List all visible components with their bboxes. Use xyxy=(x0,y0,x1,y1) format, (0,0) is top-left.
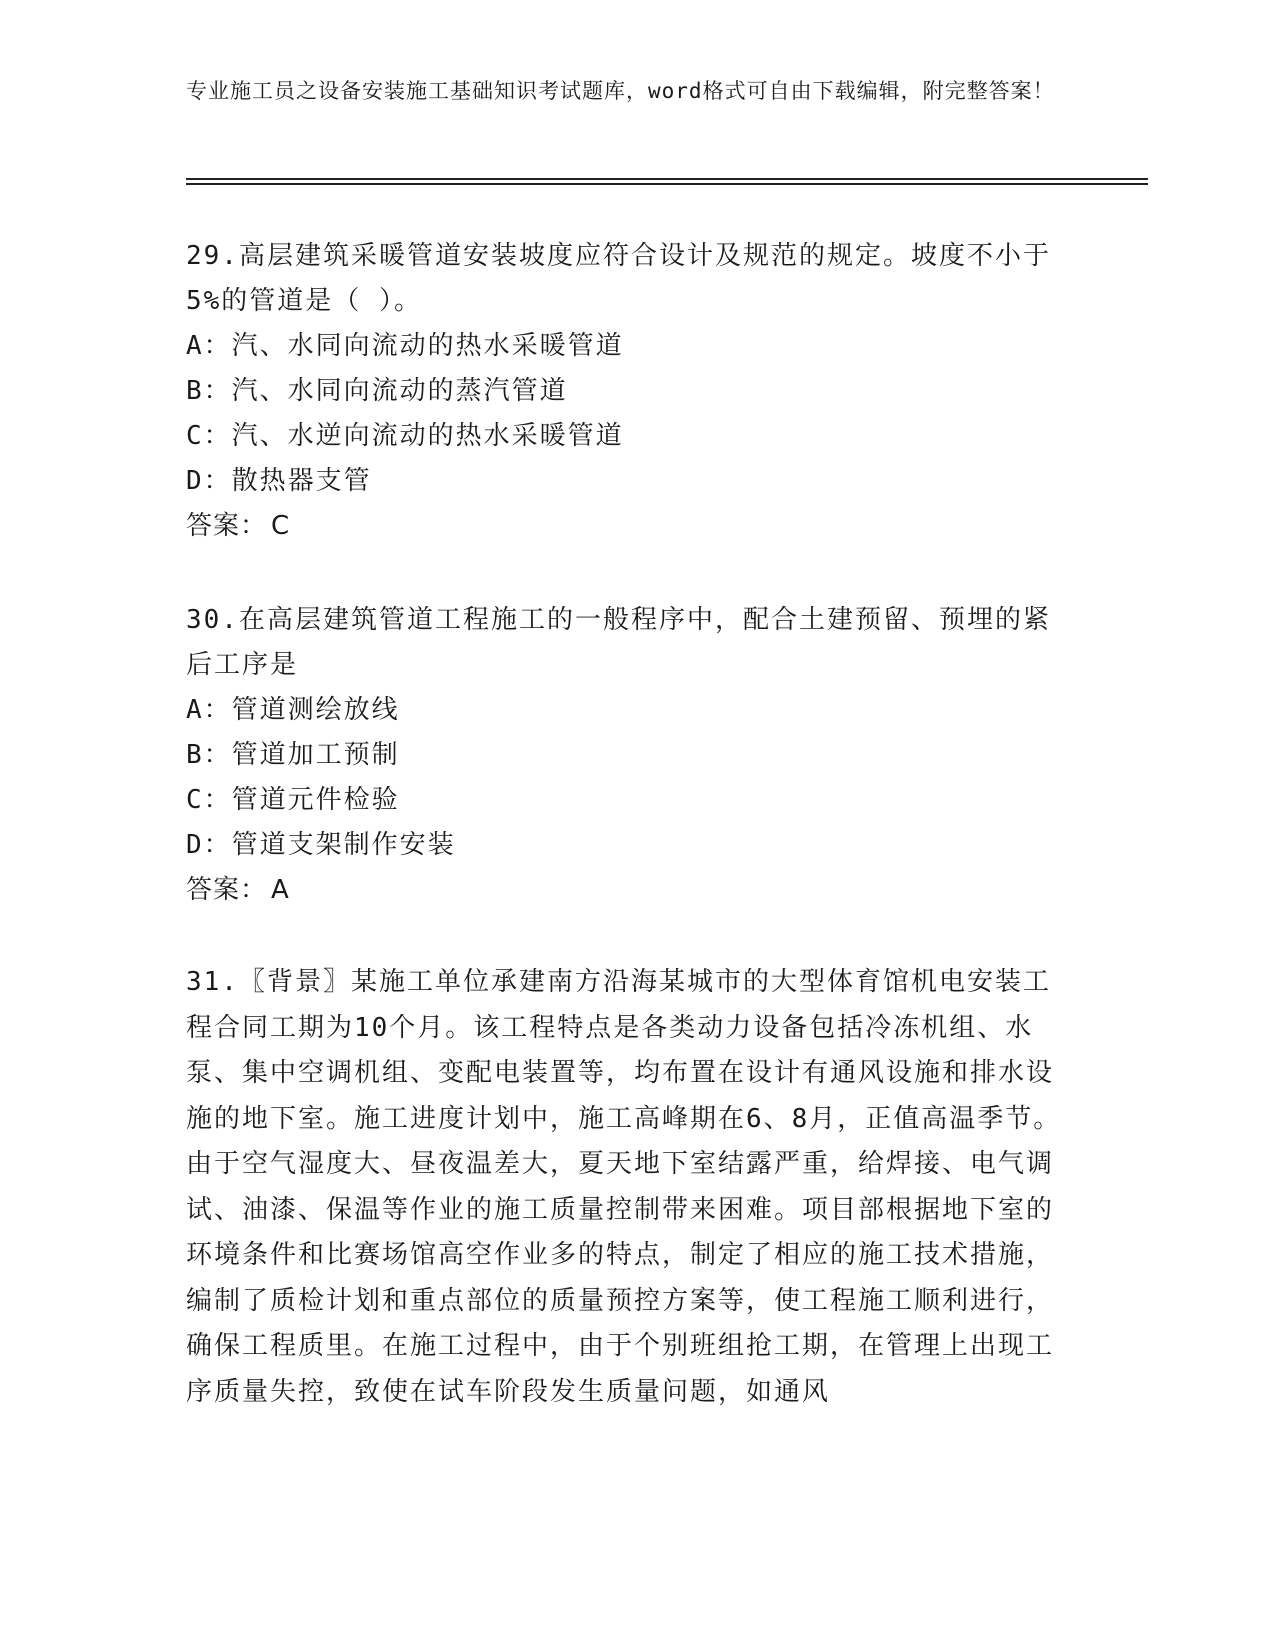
header-divider-top xyxy=(186,178,1148,180)
answer-line xyxy=(186,868,1066,913)
answer-label: 答案： xyxy=(186,511,268,541)
option-a: A：汽、水同向流动的热水采暖管道 xyxy=(186,331,624,361)
option-d: D：散热器支管 xyxy=(186,466,372,496)
question-29 xyxy=(186,234,1066,549)
option-c: C：汽、水逆向流动的热水采暖管道 xyxy=(186,421,624,451)
answer-value: A xyxy=(271,875,290,905)
question-stem: 30.在高层建筑管道工程施工的一般程序中，配合土建预留、预埋的紧后工序是 xyxy=(186,605,1051,680)
question-stem: 29.高层建筑采暖管道安装坡度应符合设计及规范的规定。坡度不小于5%的管道是（ ）。 xyxy=(186,241,1051,316)
answer-label: 答案： xyxy=(186,875,268,905)
option-b: B：汽、水同向流动的蒸汽管道 xyxy=(186,376,568,406)
answer-value: C xyxy=(271,511,291,541)
option-d: D：管道支架制作安装 xyxy=(186,830,456,860)
question-31 xyxy=(186,960,1066,1415)
option-c: C：管道元件检验 xyxy=(186,785,400,815)
answer-line xyxy=(186,504,1066,549)
option-b: B：管道加工预制 xyxy=(186,740,400,770)
header-divider-bottom xyxy=(186,183,1148,185)
question-stem: 31.〖背景〗某施工单位承建南方沿海某城市的大型体育馆机电安装工程合同工期为10个月。该工程特点是各类动力设备包括冷冻机组、水泵、集中空调机组、变配电装置等，均布置在设计有通风设施和排水设施的地下室。施工进度计划中，施工高峰期在6、8月，正值高温季节。由于空气湿度大、昼夜温差大，夏天地下室结露严重，给焊接、电气调试、油漆、保温等作业的施工质量控制带来困难。项目部根据地下室的环境条件和比赛场馆高空作业多的特点，制定了相应的施工技术措施，编制了质检计划和重点部位的质量预控方案等，使工程施工顺利进行，确保工程质里。在施工过程中，由于个别班组抢工期，在管理上出现工序质量失控，致使在试车阶段发生质量问题，如通风 xyxy=(186,967,1062,1407)
option-a: A：管道测绘放线 xyxy=(186,695,400,725)
question-30 xyxy=(186,598,1066,913)
document-header: 专业施工员之设备安装施工基础知识考试题库，word格式可自由下载编辑，附完整答案！ xyxy=(186,79,1055,103)
